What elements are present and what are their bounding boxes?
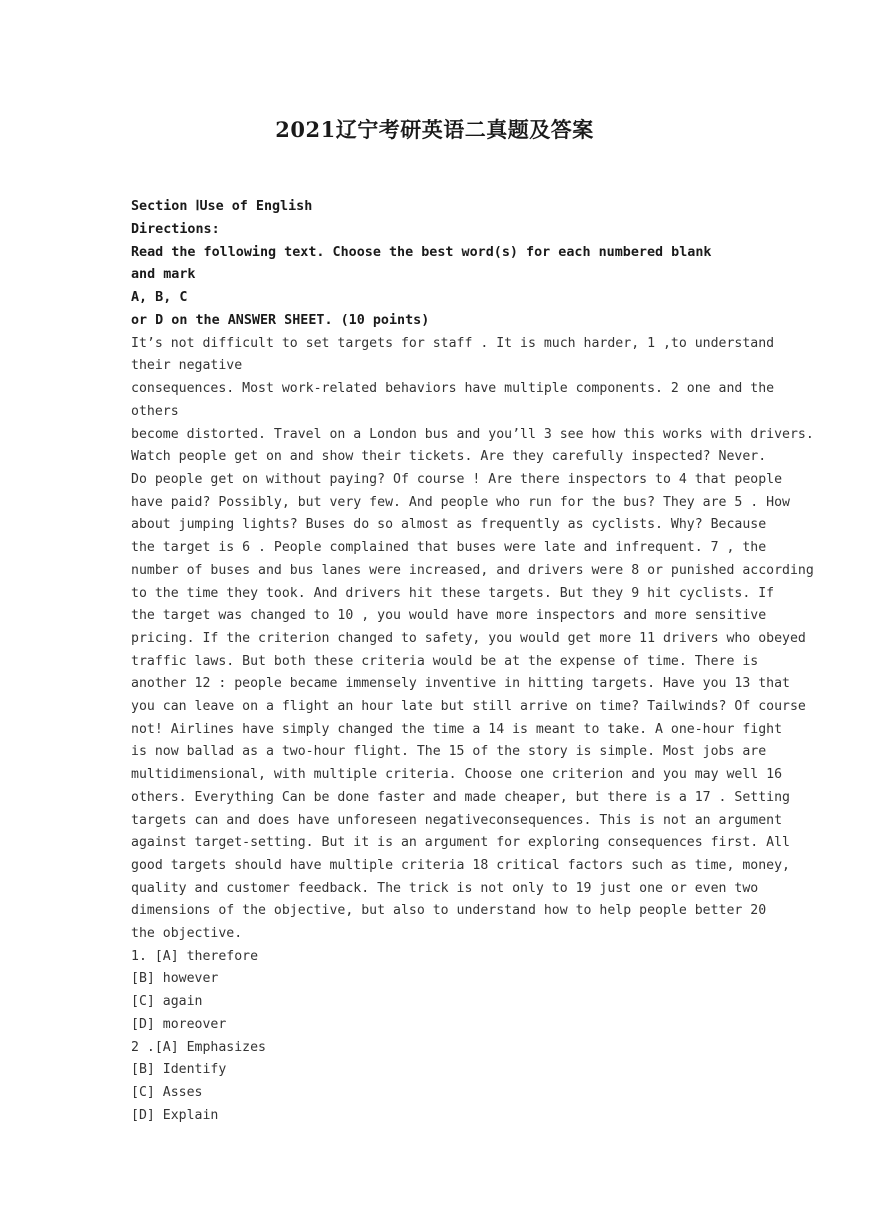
answer-option: 1. [A] therefore: [131, 948, 259, 964]
passage-line: Watch people get on and show their tickets. Are they carefully inspected? Never.: [131, 449, 767, 465]
answer-options-list: [131, 946, 737, 1128]
passage-line: number of buses and bus lanes were increased, and drivers were 8 or punished according: [131, 562, 814, 578]
answer-option: 2 .[A] Emphasizes: [131, 1039, 266, 1055]
passage-line: consequences. Most work-related behaviors have multiple components. 2 one and the: [131, 381, 775, 397]
passage-line: another 12 : people became immensely inventive in hitting targets. Have you 13 that: [131, 676, 790, 692]
passage-line: others. Everything Can be done faster and made cheaper, but there is a 17 . Setting: [131, 789, 790, 805]
passage-line: multidimensional, with multiple criteria. Choose one criterion and you may well 16: [131, 767, 783, 783]
passage-line: Do people get on without paying? Of course ! Are there inspectors to 4 that people: [131, 472, 783, 487]
passage-line: is now ballad as a two-hour flight. The 15 of the story is simple. Most jobs are: [131, 744, 767, 760]
answer-option: [C] again: [131, 994, 203, 1010]
passage-line: traffic laws. But both these criteria would be at the expense of time. There is: [131, 653, 759, 669]
passage-line: dimensions of the objective, but also to understand how to help people better 20: [131, 903, 767, 919]
passage-line: pricing. If the criterion changed to safety, you would get more 11 drivers who obeyed: [131, 630, 806, 646]
passage-line: the objective.: [131, 926, 243, 942]
answer-option: [B] however: [131, 971, 219, 987]
passage-line: not! Airlines have simply changed the time a 14 is meant to take. A one-hour fight: [131, 721, 783, 737]
passage-line: It’s not difficult to set targets for staff . It is much harder, 1 ,to understand: [131, 335, 775, 351]
instructions-line: A, B, C: [131, 290, 188, 306]
instructions-line: or D on the ANSWER SHEET. (10 points): [131, 312, 430, 328]
passage-line: the target is 6 . People complained that buses were late and infrequent. 7 , the: [131, 540, 767, 556]
passage-line: to the time they took. And drivers hit these targets. But they 9 hit cyclists. If: [131, 585, 775, 601]
passage-line: targets can and does have unforeseen negativeconsequences. This is not an argument: [131, 812, 783, 828]
passage-line: about jumping lights? Buses do so almost as frequently as cyclists. Why? Because: [131, 517, 767, 533]
passage-line: their negative: [131, 358, 243, 374]
passage-line: you can leave on a flight an hour late but still arrive on time? Tailwinds? Of course: [131, 699, 806, 715]
passage-line: against target-setting. But it is an argument for exploring consequences first. All: [131, 835, 790, 851]
answer-option: [C] Asses: [131, 1084, 203, 1100]
passage-line: have paid? Possibly, but very few. And people who run for the bus? They are 5 . How: [131, 494, 790, 510]
answer-option: [B] Identify: [131, 1062, 227, 1078]
passage-line: become distorted. Travel on a London bus and you’ll 3 see how this works with drivers.: [131, 426, 814, 442]
answer-option: [D] Explain: [131, 1107, 219, 1123]
reading-passage: [131, 333, 814, 946]
passage-line: others: [131, 403, 179, 419]
answer-option: [D] moreover: [131, 1016, 227, 1032]
passage-line: quality and customer feedback. The trick is not only to 19 just one or even two: [131, 880, 759, 896]
section-heading: Section ⅠUse of English: [131, 199, 313, 214]
document-title: 2021辽宁考研英语二真题及答案: [275, 117, 594, 142]
directions-label: Directions:: [131, 221, 220, 237]
document-body: [131, 196, 814, 1127]
instructions-line: Read the following text. Choose the best word(s) for each numbered blank and mark: [131, 244, 712, 283]
passage-line: good targets should have multiple criteria 18 critical factors such as time, money,: [131, 857, 790, 873]
passage-line: the target was changed to 10 , you would have more inspectors and more sensitive: [131, 608, 767, 624]
